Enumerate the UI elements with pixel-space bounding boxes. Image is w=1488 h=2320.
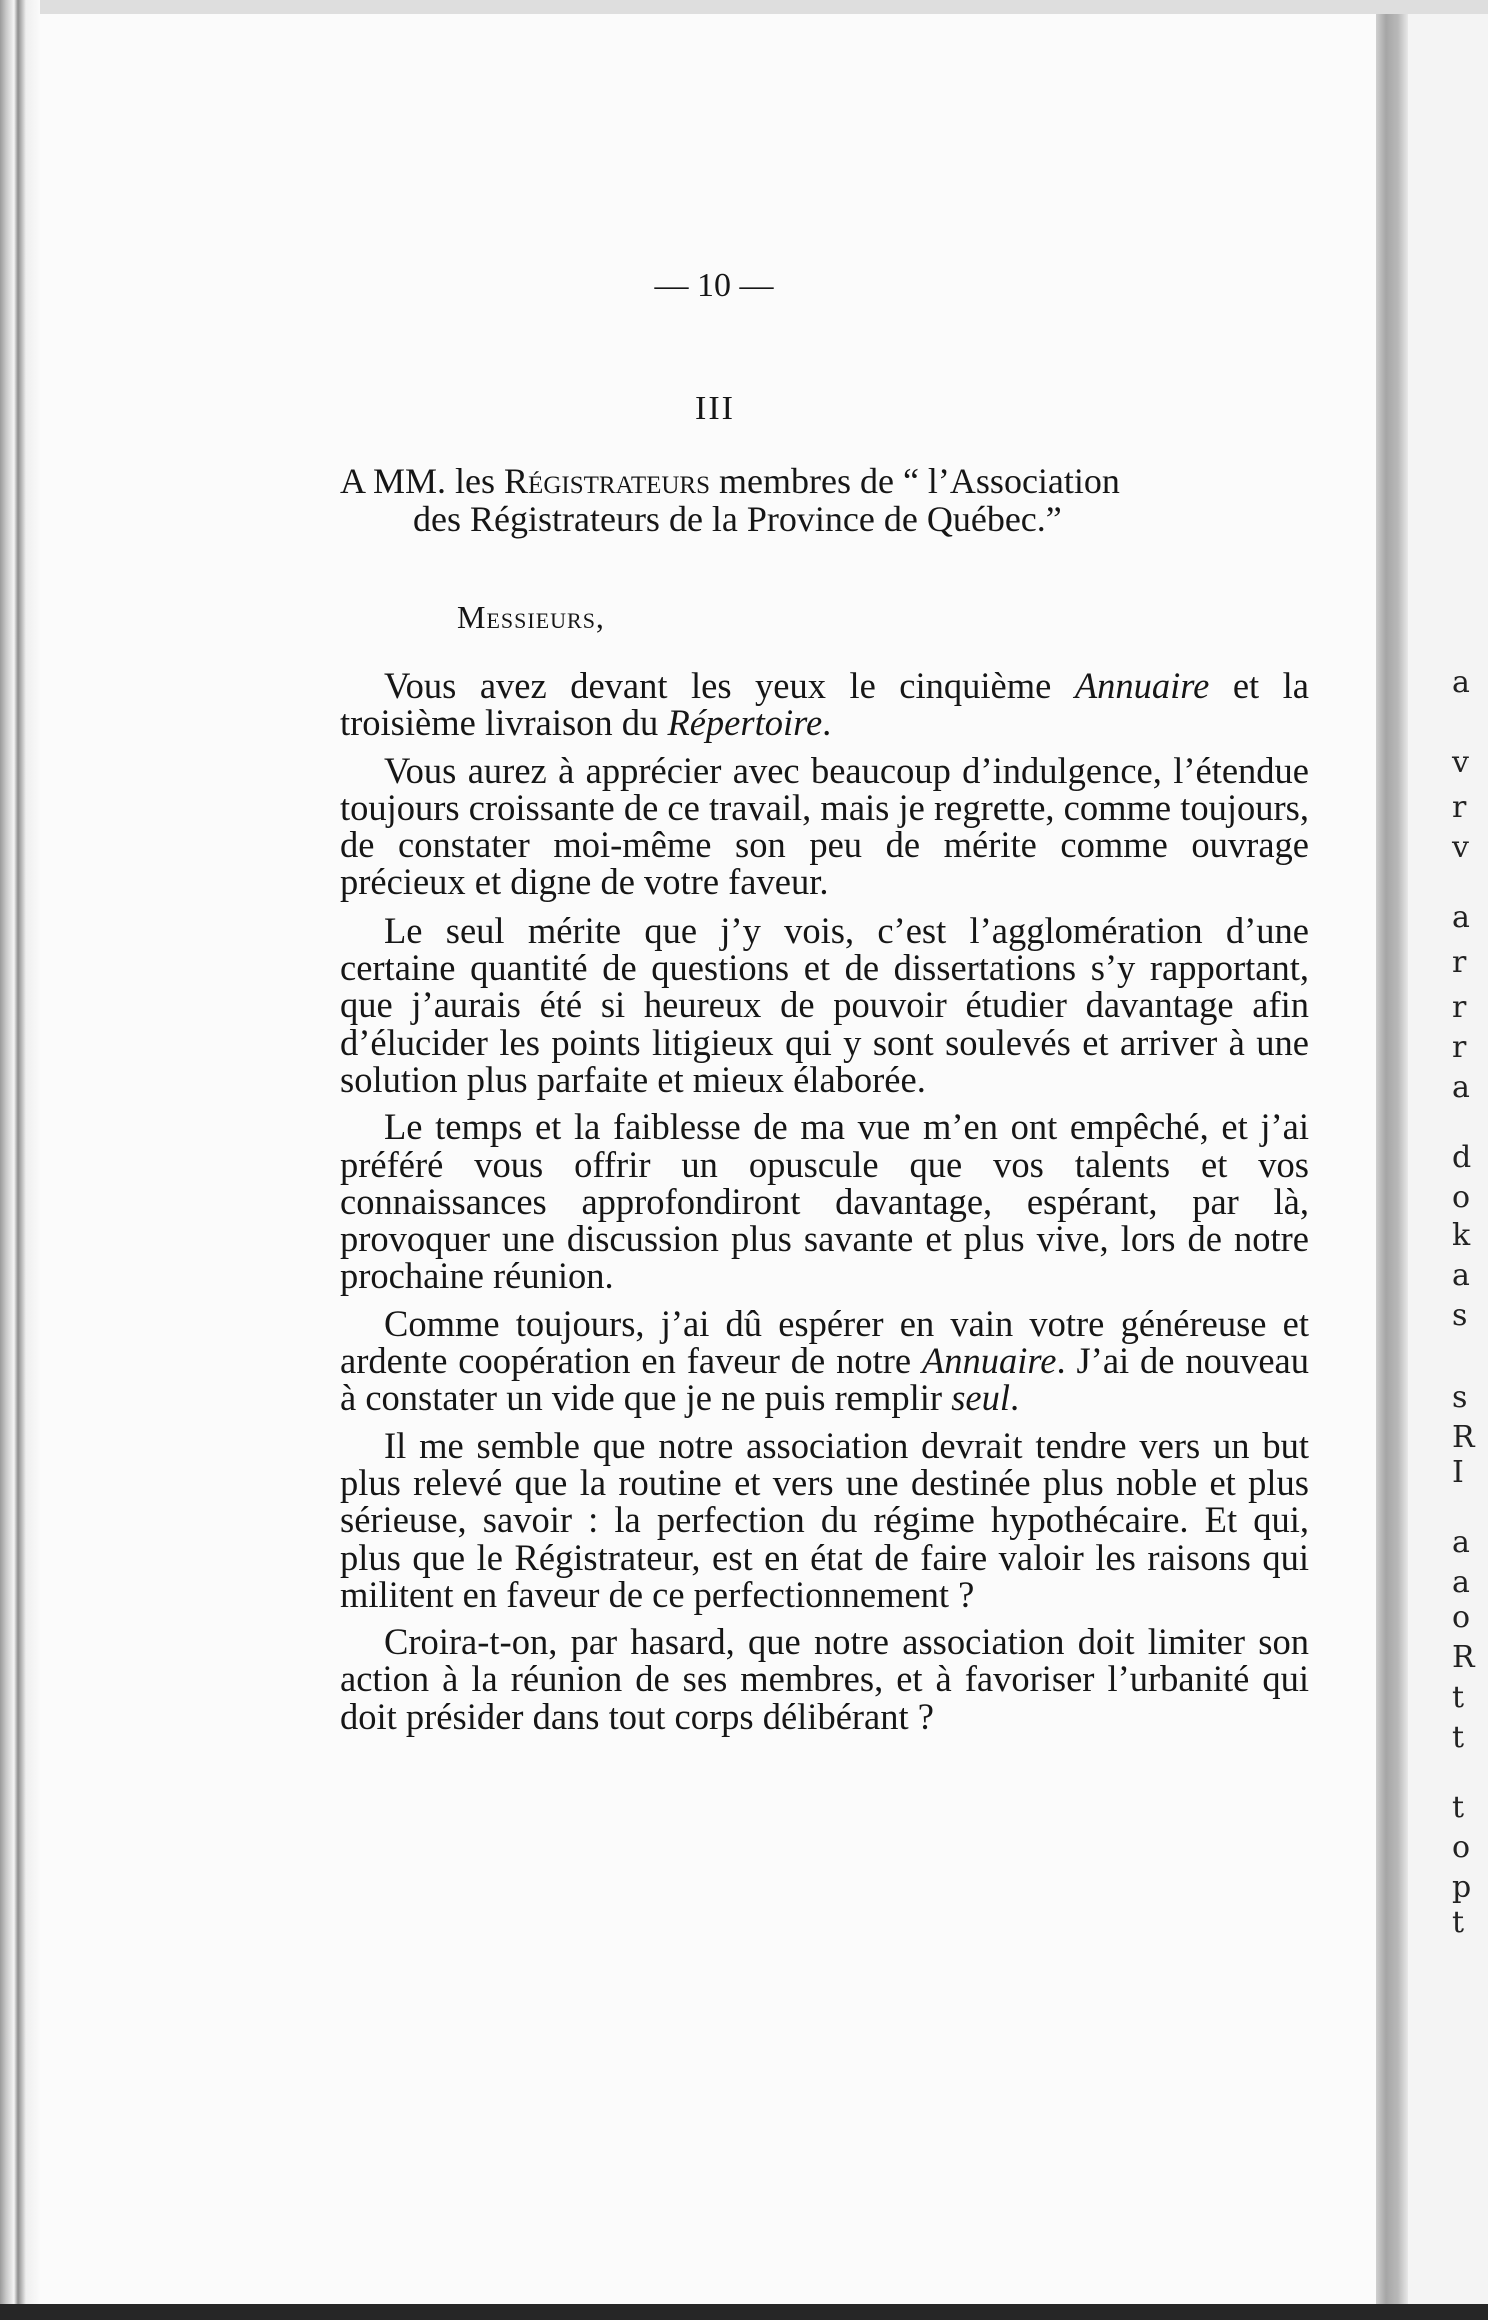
paragraph-1 [340, 667, 1309, 742]
next-page-edge-letter: v [1452, 830, 1469, 865]
paragraph-6: Il me semble que notre association devrait tendre vers un but plus relevé que la routine et vers une destinée plus noble et plus sérieuse, savoir : la perfection du régime hypothécaire. Et qui, plus que le Régistrateur, est en état de faire valoir les raisons qui militent en faveur de ce perfectionnement ? [340, 1424, 1309, 1615]
page-gutter [1376, 14, 1408, 2310]
next-page-edge-letter: R [1452, 1420, 1475, 1455]
next-page-edge-letter: I [1452, 1455, 1464, 1490]
next-page-edge-letter: t [1452, 1680, 1465, 1715]
paragraph-7: Croira-t-on, par hasard, que notre association doit limiter son action à la réunion de ses membres, et à favoriser l’urbanité qui doit présider dans tout corps délibérant ? [340, 1621, 1309, 1737]
paragraph-2: Vous aurez à apprécier avec beaucoup d’indulgence, l’étendue toujours croissante de ce travail, mais je regrette, comme toujours, de constater moi-même son peu de mérite comme ouvrage précieux et digne de votre faveur. [340, 749, 1309, 903]
next-page-edge-letter: r [1452, 945, 1467, 980]
next-page-edge-letter: o [1452, 1600, 1471, 1635]
paragraph-5-italic-annuaire: Annuaire [921, 1340, 1057, 1382]
bottom-shadow [0, 2304, 1488, 2320]
paragraph-1-text-c: . [822, 702, 832, 744]
next-page-edge-letter: o [1452, 1830, 1471, 1865]
paragraph-1-text-b: et la troisième livraison du [340, 665, 1309, 744]
paragraph-5-text-a: Comme toujours, j’ai dû espérer en vain votre généreuse et ardente coopération en faveur de notre [340, 1302, 1309, 1382]
next-page-edge-letter: a [1452, 1258, 1470, 1293]
paragraph-5-italic-seul: seul [951, 1377, 1010, 1419]
next-page-edge-letter: s [1452, 1380, 1468, 1415]
next-page-edge-letter: a [1452, 1525, 1470, 1560]
next-page-edge-letter: d [1452, 1140, 1472, 1175]
paragraph-1-text-a: Vous avez devant les yeux le cinquième [384, 665, 1075, 706]
next-page-edge-letter: r [1452, 1030, 1467, 1065]
address-line1-smallcaps: Régistrateurs [504, 461, 711, 501]
next-page-edge-letter: R [1452, 1640, 1475, 1675]
next-page-edge-letter: r [1452, 790, 1467, 825]
letter-body [340, 667, 1309, 1745]
paragraph-5-text-b: . J’ai de nouveau à constater un vide que je ne puis remplir [340, 1340, 1309, 1419]
address-line1-prefix: A MM. les [340, 461, 505, 501]
next-page-edge-letter: a [1452, 900, 1470, 935]
salutation: Messieurs, [457, 599, 605, 635]
paragraph-5-text-c: . [1009, 1377, 1020, 1419]
next-page-edge-letter: v [1452, 745, 1469, 780]
next-page-edge-letter: s [1452, 1298, 1468, 1333]
paragraph-5 [340, 1302, 1309, 1419]
next-page-edge-letter: a [1452, 1070, 1470, 1105]
address-line2: des Régistrateurs de la Province de Québec.” [413, 499, 1062, 539]
address-line1-suffix: membres de “ l’Association [710, 461, 1120, 501]
section-number: III [695, 390, 735, 427]
next-page-edge-letter: t [1452, 1720, 1465, 1755]
paragraph-3: Le seul mérite que j’y vois, c’est l’agglomération d’une certaine quantité de questions et de dissertations s’y rapportant, que j’aurais été si heureux de pouvoir étudier davantage afin d’élucider les points litigieux qui y sont soulevés et arriver à une solution plus parfaite et mieux élaborée. [340, 909, 1309, 1100]
next-page-edge-letter: t [1452, 1905, 1465, 1940]
page-number: — 10 — [654, 267, 774, 304]
next-page-edge-letter: a [1452, 1565, 1470, 1600]
address-heading [340, 462, 1320, 538]
next-page-edge-letter: a [1452, 665, 1470, 700]
next-page-edge-letter: r [1452, 990, 1467, 1025]
next-page-edge-letter: o [1452, 1180, 1471, 1215]
page [40, 14, 1376, 2310]
binding-edge [0, 0, 40, 2320]
next-page-edge [1408, 14, 1488, 2310]
paragraph-1-italic-repertoire: Répertoire [667, 702, 823, 744]
paragraph-1-italic-annuaire: Annuaire [1074, 665, 1210, 706]
paragraph-4: Le temps et la faiblesse de ma vue m’en ont empêché, et j’ai préféré vous offrir un opuscule que vos talents et vos connaissances approfondiront davantage, espérant, par là, provoquer une discussion plus savante et plus vive, lors de notre prochaine réunion. [340, 1106, 1309, 1297]
next-page-edge-letter: t [1452, 1790, 1465, 1825]
next-page-edge-letter: k [1452, 1218, 1471, 1253]
next-page-edge-letter: p [1452, 1870, 1472, 1905]
